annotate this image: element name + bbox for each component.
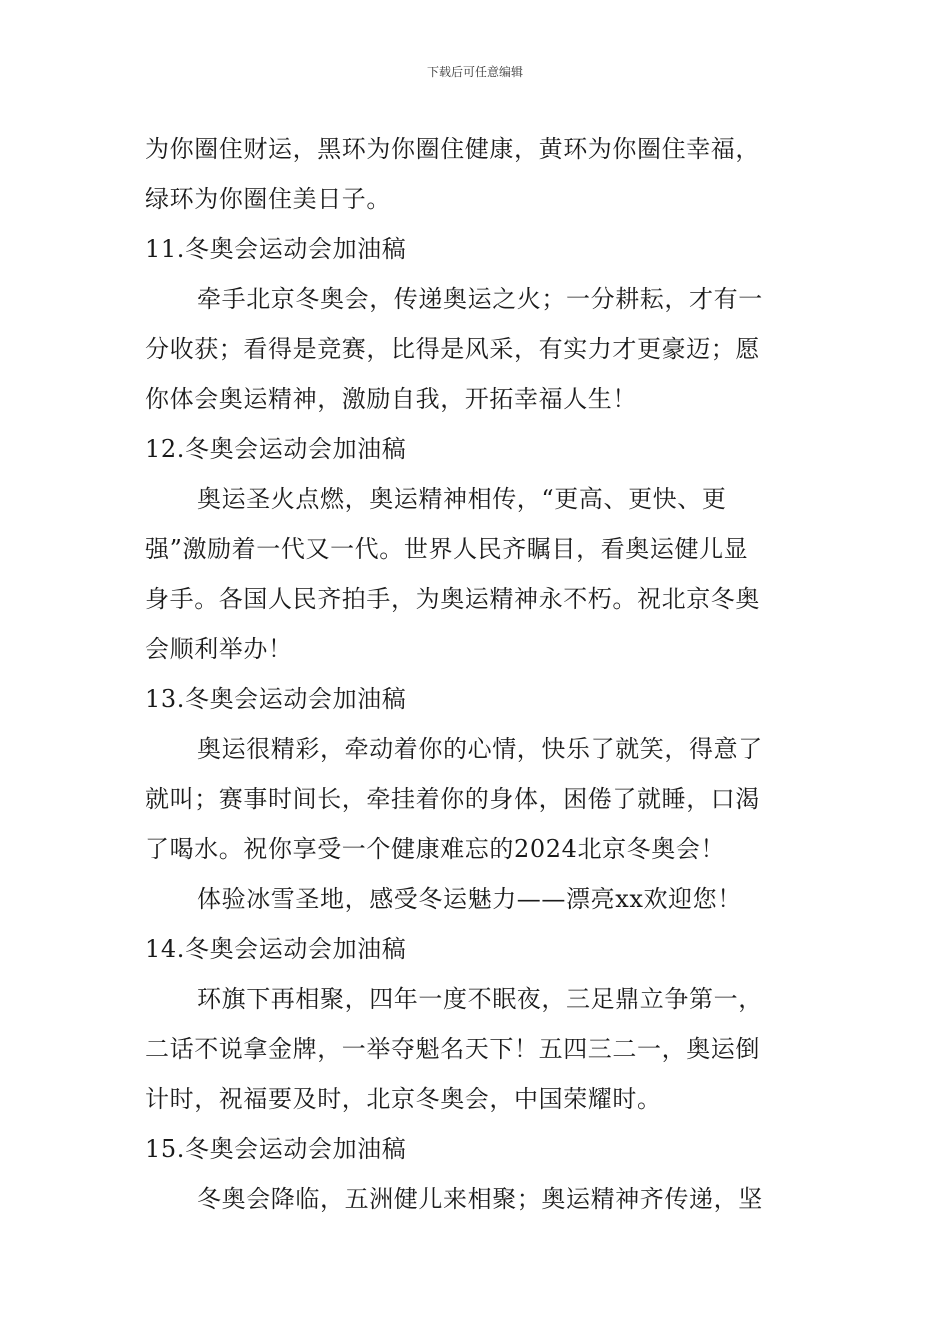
- text-line: 就叫；赛事时间长，牵挂着你的身体，困倦了就睡，口渴: [145, 785, 760, 813]
- text-line: 分收获；看得是竞赛，比得是风采，有实力才更豪迈；愿: [145, 335, 760, 363]
- section-heading: 14.冬奥会运动会加油稿: [145, 935, 407, 963]
- paragraph-first-line: 奥运圣火点燃，奥运精神相传，“更高、更快、更: [197, 485, 727, 513]
- paragraph-first-line: 体验冰雪圣地，感受冬运魅力——漂亮xx欢迎您！: [197, 885, 742, 913]
- section-heading: 15.冬奥会运动会加油稿: [145, 1135, 407, 1163]
- text-line: 会顺利举办！: [145, 635, 293, 663]
- text-line: 了喝水。祝你享受一个健康难忘的2024北京冬奥会！: [145, 835, 726, 863]
- section-heading: 13.冬奥会运动会加油稿: [145, 685, 407, 713]
- paragraph-first-line: 奥运很精彩，牵动着你的心情，快乐了就笑，得意了: [197, 735, 763, 763]
- page-header: 下载后可任意编辑: [426, 65, 523, 79]
- text-line: 强”激励着一代又一代。世界人民齐瞩目，看奥运健儿显: [145, 535, 749, 563]
- section-heading: 12.冬奥会运动会加油稿: [145, 435, 407, 463]
- text-line: 二话不说拿金牌，一举夺魁名天下！五四三二一，奥运倒: [145, 1035, 760, 1063]
- text-line: 绿环为你圈住美日子。: [145, 185, 391, 213]
- text-line: 你体会奥运精神，激励自我，开拓幸福人生！: [145, 385, 637, 413]
- paragraph-first-line: 冬奥会降临，五洲健儿来相聚；奥运精神齐传递，坚: [197, 1185, 763, 1213]
- text-line: 为你圈住财运，黑环为你圈住健康，黄环为你圈住幸福，: [145, 135, 760, 163]
- section-heading: 11.冬奥会运动会加油稿: [145, 235, 407, 263]
- paragraph-first-line: 牵手北京冬奥会，传递奥运之火；一分耕耘，才有一: [197, 285, 763, 313]
- text-line: 计时，祝福要及时，北京冬奥会，中国荣耀时。: [145, 1085, 662, 1113]
- paragraph-first-line: 环旗下再相聚，四年一度不眠夜，三足鼎立争第一，: [197, 985, 763, 1013]
- text-line: 身手。各国人民齐拍手，为奥运精神永不朽。祝北京冬奥: [145, 585, 760, 613]
- document-body: [145, 124, 810, 1224]
